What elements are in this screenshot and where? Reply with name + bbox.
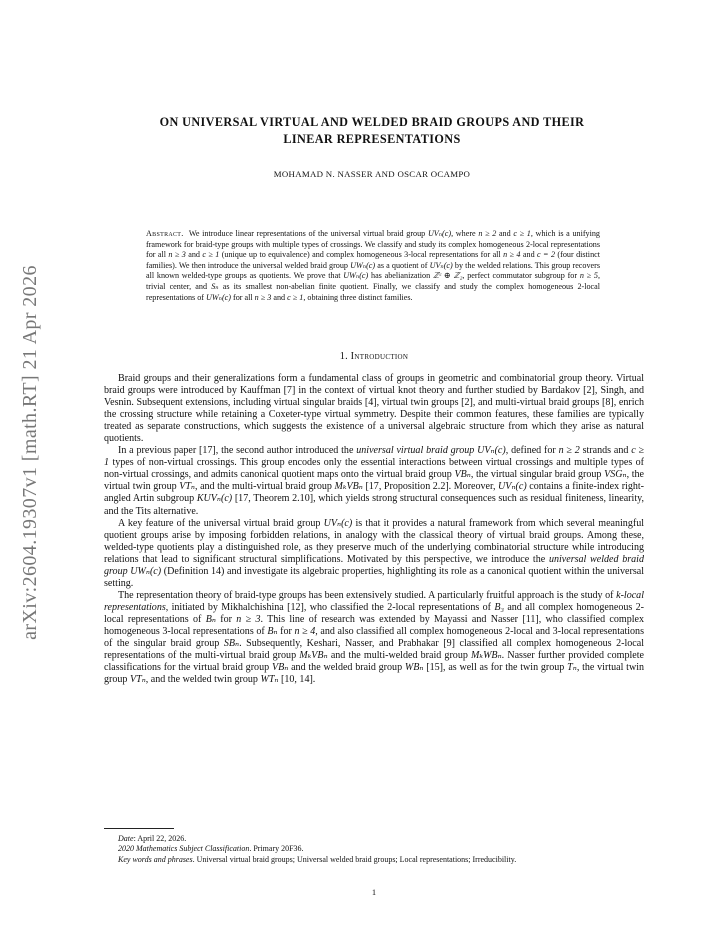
- paragraph-1: Braid groups and their generalizations form a fundamental class of groups in geometric and combinatorial group theory. Virtual braid groups were introduced by Kauffman [7] in the context of virtual knot theory and further studied by Bardakov [2], Singh, and Vesnin. Subsequent extensions, including virtual singular braids [4], virtual twin groups [2], and multi-virtual braid groups [8], enrich the crossing structure while retaining a Coxeter-type virtual symmetry. Despite their common features, these families are typically treated as separate constructions, which suggests the existence of a universal algebraic structure from which they arise as natural quotients.: [104, 373, 644, 445]
- paragraph-3: A key feature of the universal virtual braid group UVₙ(c) is that it provides a natural framework from which several meaningful quotient groups arise by imposing forbidden relations, in analogy with the classical theory of virtual braid groups. Among these, welded-type quotients play a distinguished role, as they preserve much of the underlying combinatorial structure while introducing relations that lead to significant structural simplifications. Motivated by this perspective, we introduce the universal welded braid group UWₙ(c) (Definition 14) and investigate its algebraic properties, highlighting its role as a canonical quotient within the universal setting.: [104, 517, 645, 589]
- abstract-label: Abstract.: [146, 229, 184, 238]
- arxiv-identifier-stamp: [8, 246, 52, 658]
- section-title: Introduction: [350, 351, 409, 362]
- paragraph-4: The representation theory of braid-type groups has been extensively studied. A particularly fruitful approach is the study of k-local representations, initiated by Mikhalchishina [12], who classified the 2-local representations of B₃ and all complex homogeneous 2-local representations of Bₙ for n ≥ 3. This line of research was extended by Mayassi and Nasser [11], who classified complex homogeneous 3-local representations of Bₙ for n ≥ 4, and also classified all complex homogeneous 2-local and 3-local representations of the singular braid group SBₙ. Subsequently, Keshari, Nasser, and Prabhakar [9] classified all complex homogeneous 2-local representations of the multi-virtual braid group MₖVBₙ and the multi-welded braid group MₖWBₙ. Nasser further provided complete classifications for the virtual braid group VBₙ and the welded braid group WBₙ [15], as well as for the twin group Tₙ, the virtual twin group VTₙ, and the welded twin group WTₙ [10, 14].: [104, 589, 645, 686]
- page-number: 1: [371, 887, 377, 897]
- title-line-1: ON UNIVERSAL VIRTUAL AND WELDED BRAID GROUPS AND THEIR: [159, 115, 585, 129]
- math-uvn: UVₙ(c): [427, 229, 452, 238]
- paper-title: [120, 114, 624, 148]
- math-uwn: UWₙ(c): [350, 260, 376, 270]
- arxiv-identifier-text: arXiv:2604.19307v1 [math.RT] 21 Apr 2026: [18, 264, 41, 640]
- author-list: MOHAMAD N. NASSER AND OSCAR OCAMPO: [273, 169, 471, 179]
- introduction-body: [104, 373, 644, 686]
- footnote-keywords: Key words and phrases. Universal virtual braid groups; Universal welded braid groups; Local representations; Irreducibility.: [118, 854, 517, 864]
- paragraph-2: In a previous paper [17], the second author introduced the universal virtual braid group UVₙ(c), defined for n ≥ 2 strands and c ≥ 1 types of non-virtual crossings. This group encodes only the essential interactions between virtual crossings and multiple types of non-virtual crossings, and admits canonical quotient maps onto the virtual braid group VBₙ, the virtual singular braid group VSGₙ, the virtual twin group VTₙ, and the multi-virtual braid group MₖVBₙ [17, Proposition 2.2]. Moreover, UVₙ(c) contains a finite-index right-angled Artin subgroup KUVₙ(c) [17, Theorem 2.10], which yields strong structural consequences such as residual finiteness, linearity, and the Tits alternative.: [104, 445, 645, 517]
- section-number: 1.: [339, 351, 348, 362]
- section-heading: [104, 351, 644, 362]
- title-line-2: LINEAR REPRESENTATIONS: [283, 132, 461, 146]
- footnote-date: Date: April 22, 2026.: [118, 834, 187, 843]
- footnote-rule: [104, 828, 174, 829]
- footnote-msc: 2020 Mathematics Subject Classification. Primary 20F36.: [118, 844, 304, 854]
- footnotes: [104, 834, 644, 865]
- abstract: Abstract. We introduce linear representations of the universal virtual braid group UVₙ(c), where n ≥ 2 and c ≥ 1, which is a unifying framework for braid-type groups with multiple types of crossings. We classify and study its complex homogeneous 2-local representations for all n ≥ 3 and c ≥ 1 (unique up to equivalence) and complex homogeneous 3-local representations for all n ≥ 4 and c = 2 (four distinct families). We then introduce the universal welded braid group UWₙ(c) as a quotient of UVₙ(c) by the welded relations. This group recovers all known welded-type groups as quotients. We prove that UWₙ(c) has abelianization ℤᶜ ⊕ ℤ₂, perfect commutator subgroup for n ≥ 5, trivial center, and Sₙ as its smallest non-abelian finite quotient. Finally, we classify and study the complex homogeneous 2-local representations of UWₙ(c) for all n ≥ 3 and c ≥ 1, obtaining three distinct families.: [146, 229, 601, 302]
